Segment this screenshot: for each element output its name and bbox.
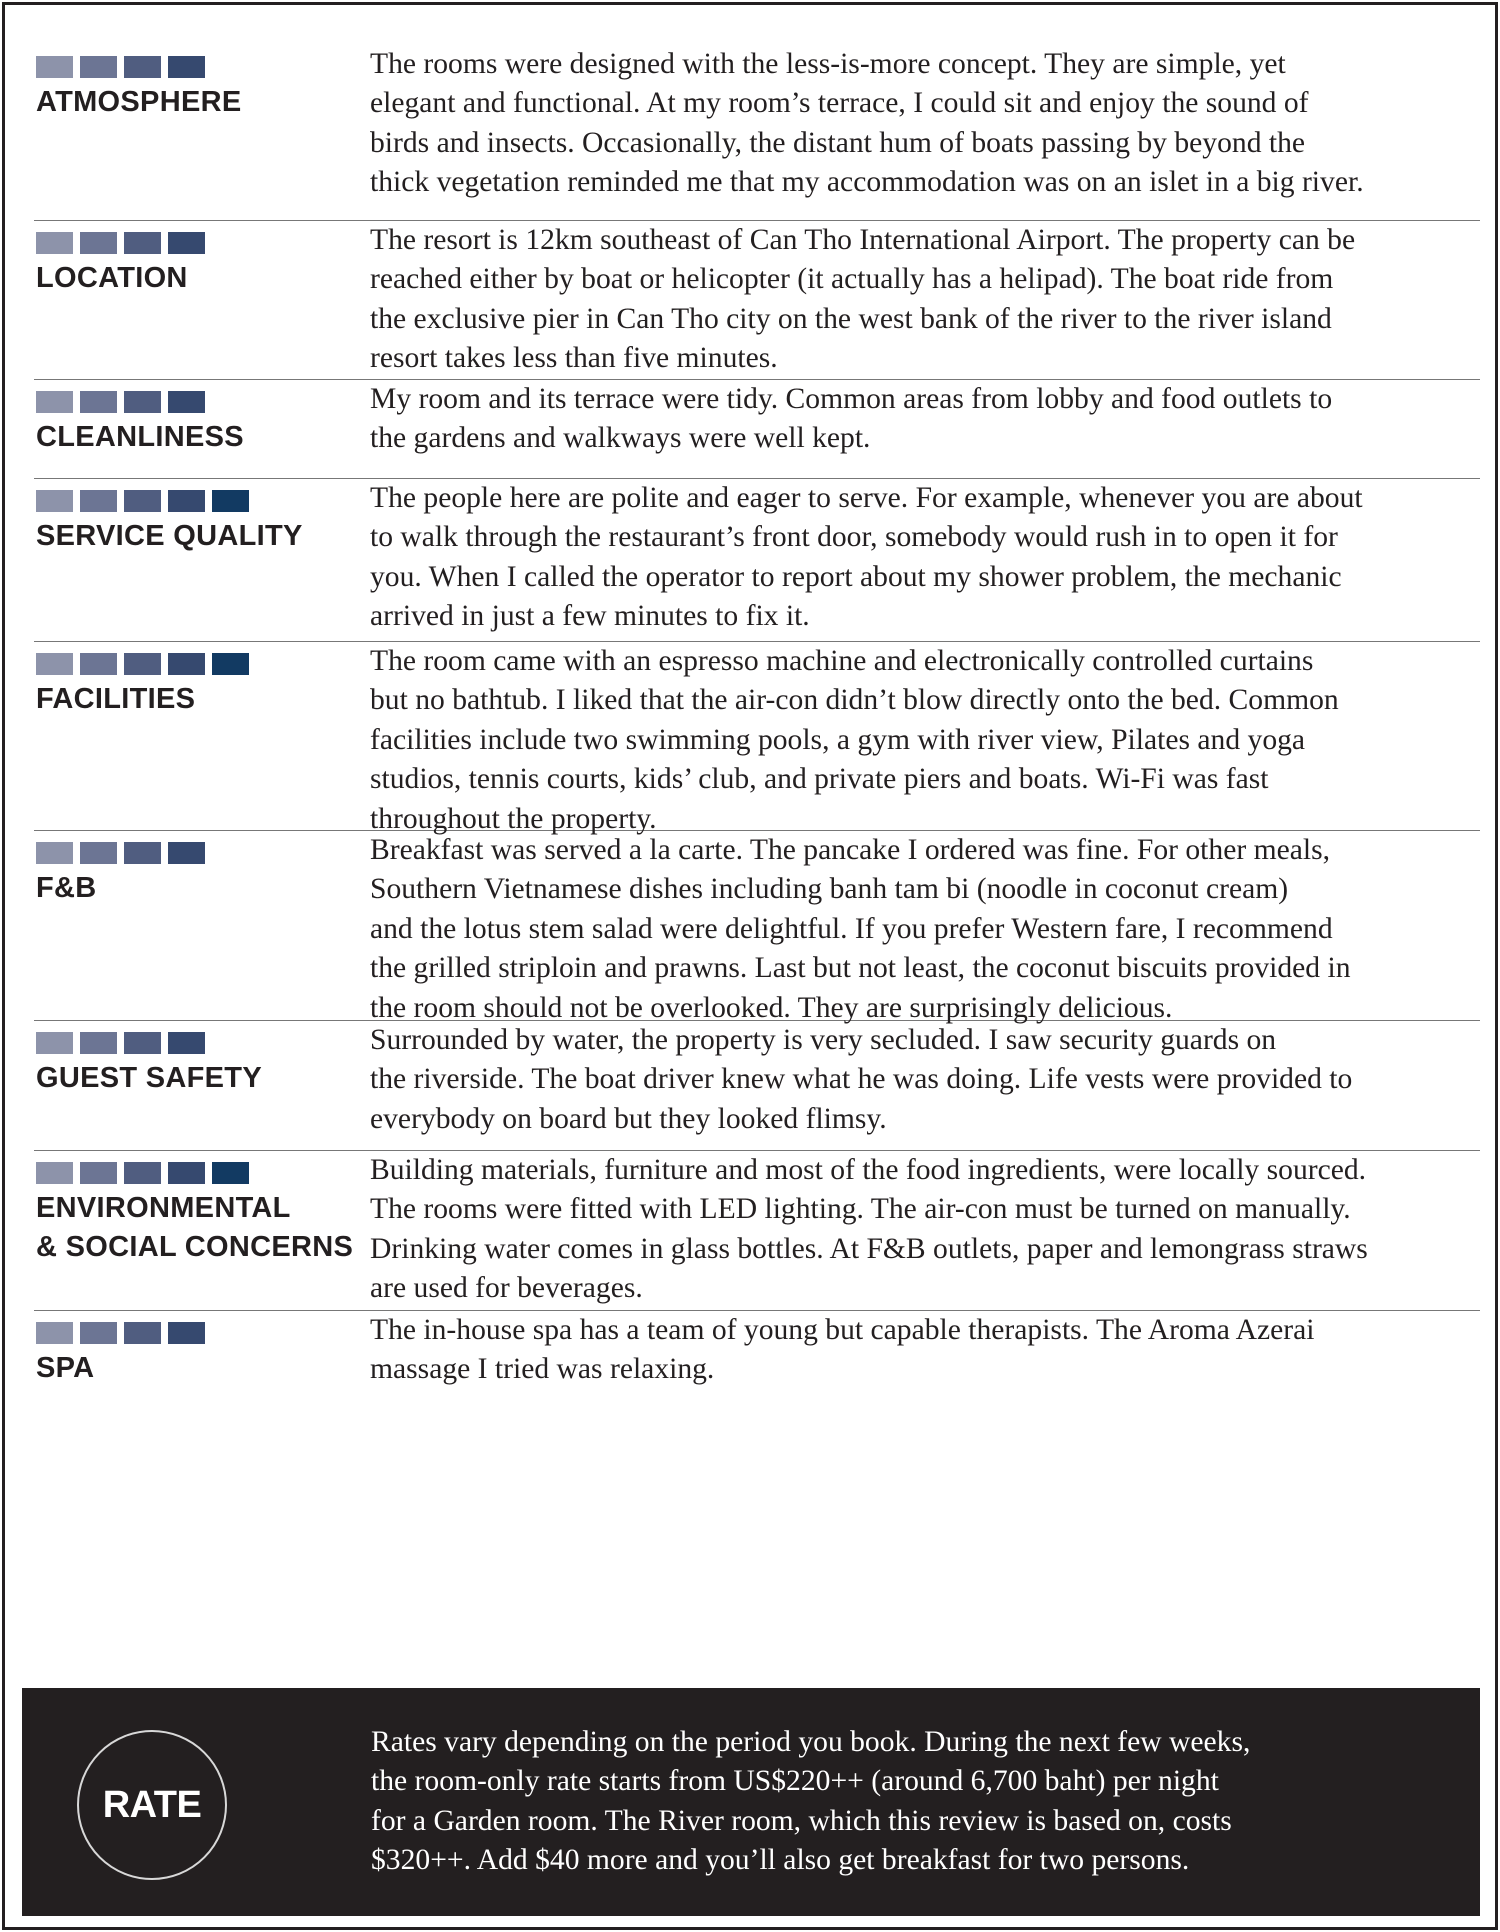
rating-square [168,1322,205,1344]
rating-square [80,1162,117,1184]
rate-label: RATE [102,1783,202,1826]
category-row [34,1151,1480,1311]
rate-badge [77,1730,227,1880]
rating-square [124,490,161,512]
text-line: The rooms were designed with the less-is-more concept. They are simple, yet [370,48,1286,80]
rating-squares [36,653,366,675]
category-text [370,1021,1482,1139]
text-line: The rooms were fitted with LED lighting. The air-con must be turned on manually. [370,1193,1351,1226]
category-text [370,45,1482,203]
rating-squares [36,842,366,864]
text-line: Drinking water comes in glass bottles. At F&B outlets, paper and lemongrass straws [370,1232,1368,1265]
text-line: massage I tried was relaxing. [370,1353,715,1386]
rating-square [36,391,73,413]
rating-square [124,56,161,78]
rating-square [124,1322,161,1344]
category-text [370,380,1482,459]
rating-square [124,1032,161,1054]
category-name: ENVIRONMENTAL & SOCIAL CONCERNS [36,1192,354,1263]
rating-square [212,1162,249,1184]
text-line: The resort is 12km southeast of Can Tho International Airport. The property can be [370,224,1356,256]
rating-square [80,1032,117,1054]
category-text [370,221,1482,379]
category-row [34,1311,1480,1409]
text-line: My room and its terrace were tidy. Common areas from lobby and food outlets to [370,383,1333,415]
category-name: F&B [36,872,97,904]
rate-line: the room-only rate starts from US$220++ (around 6,700 baht) per night [371,1765,1219,1798]
text-line: the riverside. The boat driver knew what he was doing. Life vests were provided to [370,1063,1353,1096]
category-row [34,1021,1480,1151]
rating-square [36,1162,73,1184]
review-panel [2,2,1498,1930]
rating-square [36,653,73,675]
category-header [36,1032,366,1098]
category-name: LOCATION [36,262,188,294]
rating-square [124,1162,161,1184]
rating-square [168,842,205,864]
text-line: arrived in just a few minutes to fix it. [370,600,810,633]
text-line: thick vegetation reminded me that my accommodation was on an islet in a big river. [370,166,1364,199]
category-text [370,831,1482,1028]
rating-squares [36,1162,366,1184]
category-header [36,653,366,719]
rating-squares [36,490,366,512]
text-line: resort takes less than five minutes. [370,342,778,375]
text-line: but no bathtub. I liked that the air-con didn’t blow directly onto the bed. Common [370,684,1339,717]
rating-square [124,232,161,254]
rating-square [168,232,205,254]
text-line: the gardens and walkways were well kept. [370,422,871,455]
category-row [34,642,1480,835]
rating-square [168,490,205,512]
category-text [370,642,1482,839]
text-line: the room should not be overlooked. They are surprisingly delicious. [370,991,1173,1024]
rating-squares [36,391,366,413]
rating-squares [36,56,366,78]
category-row [34,831,1480,1024]
text-line: facilities include two swimming pools, a gym with river view, Pilates and yoga [370,723,1306,756]
rating-square [80,653,117,675]
rating-square [212,490,249,512]
rating-squares [36,232,366,254]
category-name: ATMOSPHERE [36,86,242,118]
category-header [36,232,366,298]
category-row [34,45,1480,221]
text-line: The in-house spa has a team of young but capable therapists. The Aroma Azerai [370,1314,1315,1346]
text-line: everybody on board but they looked flimsy. [370,1102,887,1135]
text-line: Building materials, furniture and most of the food ingredients, were locally sourced. [370,1154,1367,1186]
rate-box [22,1688,1480,1916]
category-name: CLEANLINESS [36,421,244,453]
text-line: the exclusive pier in Can Tho city on the west bank of the river to the river island [370,302,1332,335]
category-name: GUEST SAFETY [36,1062,262,1094]
rate-line: for a Garden room. The River room, which this review is based on, costs [371,1804,1232,1837]
rating-square [36,1032,73,1054]
category-name: FACILITIES [36,683,196,715]
category-name: SPA [36,1352,95,1384]
category-row [34,479,1480,642]
category-header [36,1162,366,1267]
rating-square [80,490,117,512]
category-header [36,1322,366,1388]
rating-square [168,1032,205,1054]
category-header [36,391,366,457]
rating-square [168,1162,205,1184]
text-line: elegant and functional. At my room’s terrace, I could sit and enjoy the sound of [370,87,1309,120]
text-line: the grilled striploin and prawns. Last but not least, the coconut biscuits provided in [370,952,1351,985]
rating-square [36,56,73,78]
text-line: Breakfast was served a la carte. The pancake I ordered was fine. For other meals, [370,834,1331,866]
category-header [36,842,366,908]
text-line: reached either by boat or helicopter (it actually has a helipad). The boat ride from [370,263,1334,296]
category-header [36,490,366,556]
category-list [34,45,1480,1409]
rating-square [80,56,117,78]
rating-square [124,391,161,413]
rating-square [212,653,249,675]
category-row [34,380,1480,479]
rate-description [371,1723,1451,1881]
rating-square [168,653,205,675]
category-header [36,56,366,122]
text-line: Surrounded by water, the property is very secluded. I saw security guards on [370,1024,1277,1056]
rating-square [36,232,73,254]
category-name: SERVICE QUALITY [36,520,303,552]
text-line: Southern Vietnamese dishes including banh tam bi (noodle in coconut cream) [370,873,1289,906]
rate-line: Rates vary depending on the period you book. During the next few weeks, [371,1726,1251,1758]
rating-square [80,1322,117,1344]
category-row [34,221,1480,380]
category-text [370,479,1482,637]
rating-square [124,842,161,864]
rating-squares [36,1322,366,1344]
rating-square [168,391,205,413]
text-line: The room came with an espresso machine and electronically controlled curtains [370,645,1314,677]
rating-square [36,490,73,512]
text-line: The people here are polite and eager to serve. For example, whenever you are about [370,482,1363,514]
rating-square [168,56,205,78]
text-line: throughout the property. [370,802,657,835]
text-line: birds and insects. Occasionally, the distant hum of boats passing by beyond the [370,126,1306,159]
category-text [370,1311,1482,1390]
text-line: are used for beverages. [370,1272,643,1305]
rating-square [124,653,161,675]
text-line: and the lotus stem salad were delightful. If you prefer Western fare, I recommend [370,912,1333,945]
rating-square [80,232,117,254]
rating-square [36,842,73,864]
rating-square [36,1322,73,1344]
text-line: to walk through the restaurant’s front door, somebody would rush in to open it for [370,521,1338,554]
rating-square [80,842,117,864]
rating-square [80,391,117,413]
rating-squares [36,1032,366,1054]
text-line: you. When I called the operator to report about my shower problem, the mechanic [370,560,1342,593]
category-text [370,1151,1482,1309]
rate-line: $320++. Add $40 more and you’ll also get breakfast for two persons. [371,1844,1190,1877]
text-line: studios, tennis courts, kids’ club, and private piers and boats. Wi-Fi was fast [370,763,1269,796]
